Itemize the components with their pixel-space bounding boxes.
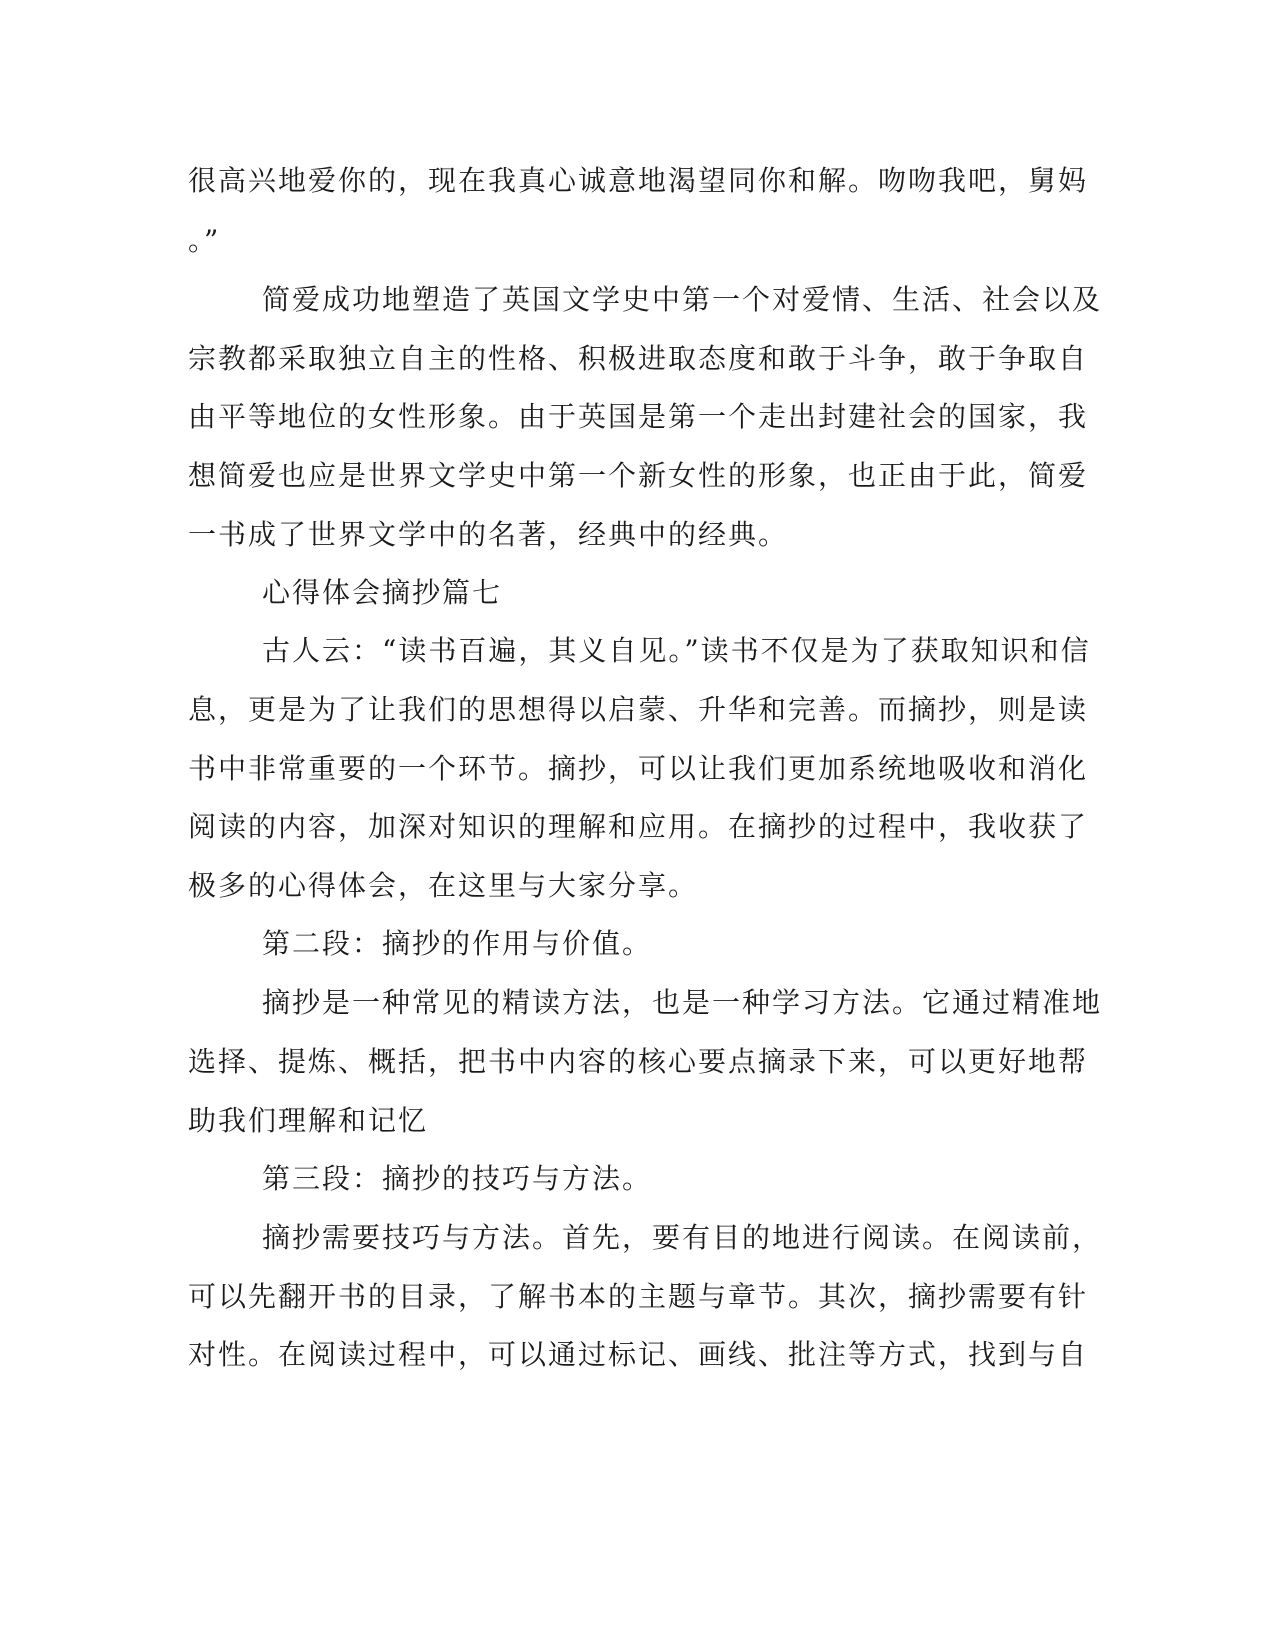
paragraph-start: 摘抄是一种常见的精读方法，也是一种学习方法。它通过精准地: [262, 986, 1103, 1019]
text-line: 很高兴地爱你的，现在我真心诚意地渴望同你和解。吻吻我吧，舅妈: [188, 164, 1089, 197]
text-line: 想简爱也应是世界文学史中第一个新女性的形象，也正由于此，简爱: [188, 459, 1089, 492]
text-line: 一书成了世界文学中的名著，经典中的经典。: [188, 518, 789, 551]
text-line: 极多的心得体会，在这里与大家分享。: [188, 869, 699, 902]
text-line: 书中非常重要的一个环节。摘抄，可以让我们更加系统地吸收和消化: [188, 752, 1089, 785]
section-heading: 第二段：摘抄的作用与价值。: [262, 927, 653, 960]
paragraph-start: 简爱成功地塑造了英国文学史中第一个对爱情、生活、社会以及: [262, 283, 1103, 316]
paragraph-start: 古人云：“读书百遍，其义自见。”读书不仅是为了获取知识和信: [262, 634, 1091, 667]
text-line: 。”: [188, 224, 221, 257]
text-line: 可以先翻开书的目录，了解书本的主题与章节。其次，摘抄需要有针: [188, 1280, 1089, 1313]
text-line: 助我们理解和记忆: [188, 1104, 429, 1137]
section-heading: 第三段：摘抄的技巧与方法。: [262, 1162, 653, 1195]
text-line: 宗教都采取独立自主的性格、积极进取态度和敢于斗争，敢于争取自: [188, 342, 1089, 375]
paragraph-start: 摘抄需要技巧与方法。首先，要有目的地进行阅读。在阅读前，: [262, 1221, 1103, 1254]
text-line: 阅读的内容，加深对知识的理解和应用。在摘抄的过程中，我收获了: [188, 810, 1089, 843]
text-line: 息，更是为了让我们的思想得以启蒙、升华和完善。而摘抄，则是读: [188, 693, 1089, 726]
section-heading: 心得体会摘抄篇七: [262, 576, 503, 609]
text-line: 对性。在阅读过程中，可以通过标记、画线、批注等方式，找到与自: [188, 1338, 1089, 1371]
text-line: 由平等地位的女性形象。由于英国是第一个走出封建社会的国家，我: [188, 400, 1089, 433]
text-line: 选择、提炼、概括，把书中内容的核心要点摘录下来，可以更好地帮: [188, 1045, 1089, 1078]
